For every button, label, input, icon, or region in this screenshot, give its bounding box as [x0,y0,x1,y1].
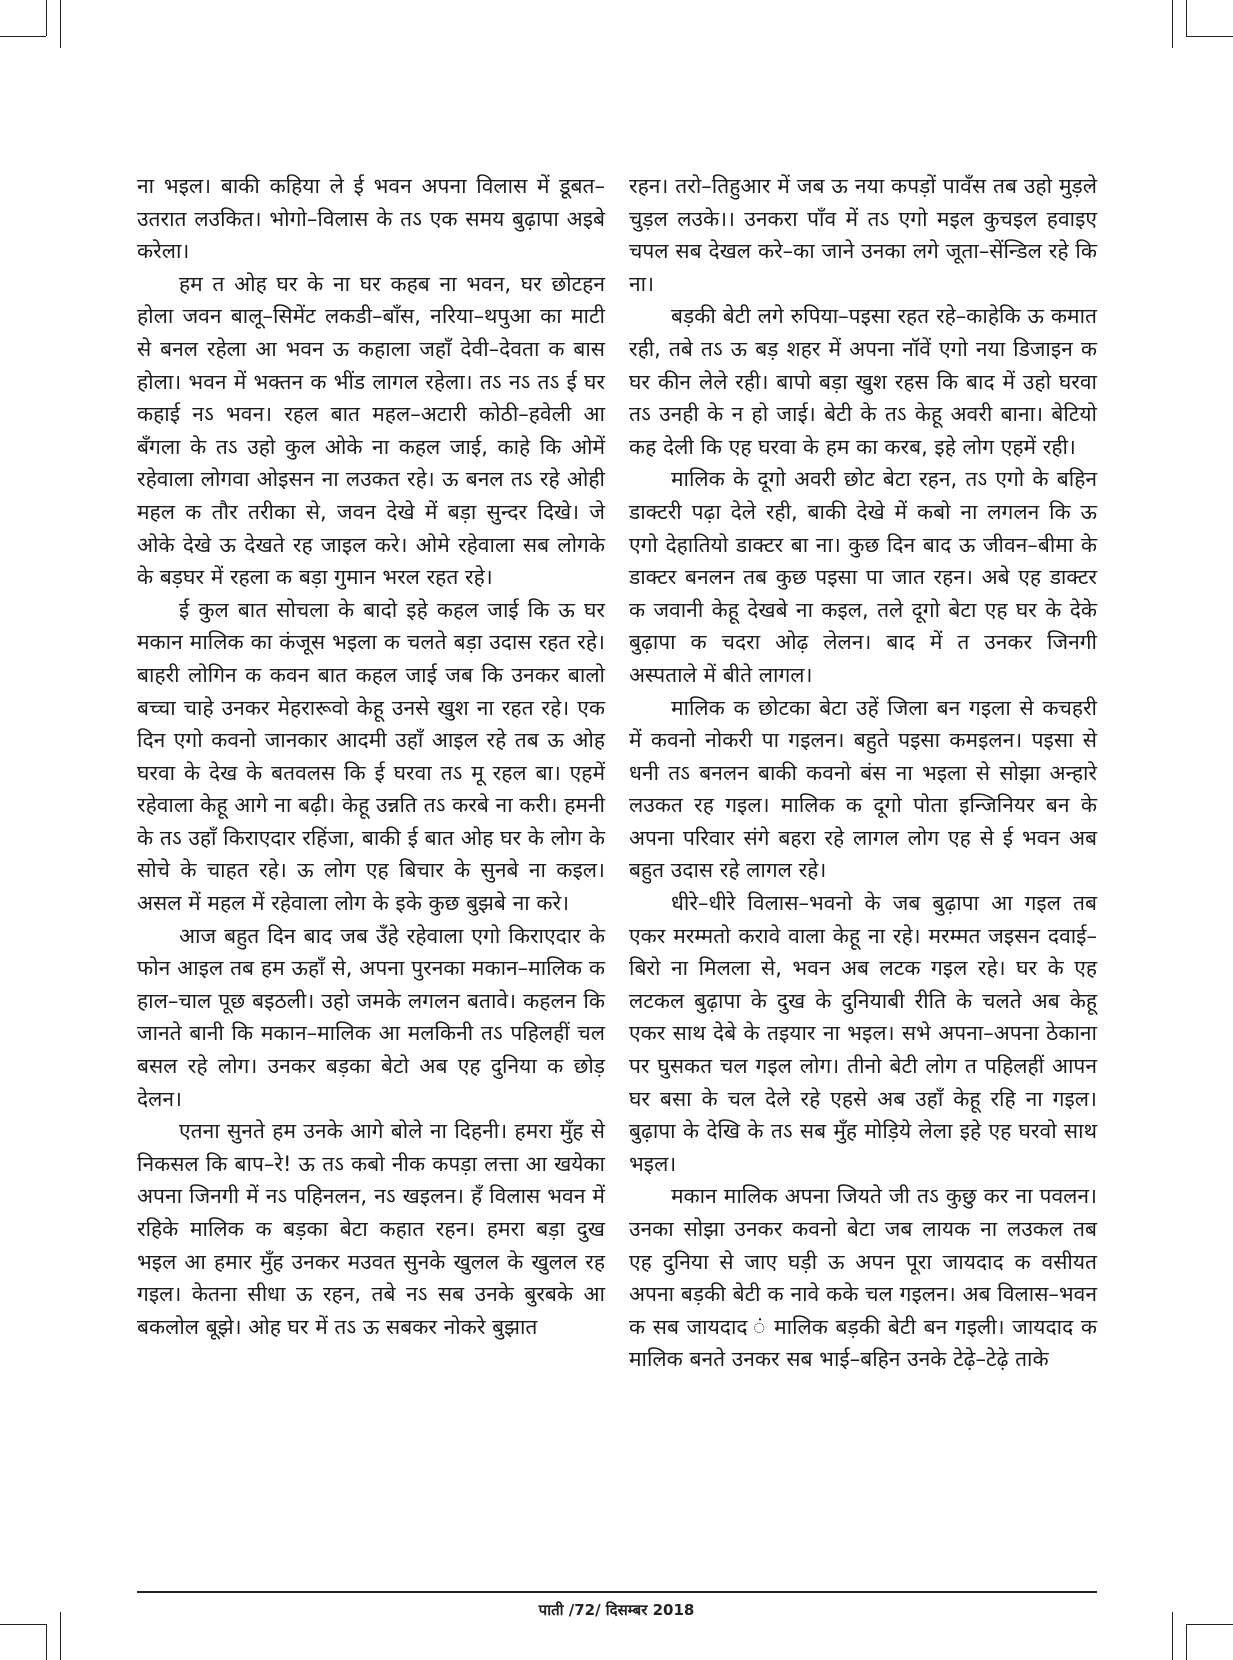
crop-mark [60,0,61,48]
crop-mark [46,1624,47,1660]
crop-mark [1186,36,1233,37]
crop-mark [1186,0,1187,36]
paragraph: ना भइल। बाकी कहिया ले ई भवन अपना विलास में डूबत–उतरात लउकित। भोगो–विलास के तऽ एक समय बुढ़ापा अइबे करेला। [137,174,605,264]
paragraph: मालिक क छोटका बेटा उहें जिला बन गइला से कचहरी में कवनो नोकरी पा गइलन। बहुते पइसा कमइलन। पइसा से धनी तऽ बनलन बाकी कवनो बंस ना भइला से सोझा अन्हारे लउकत रह गइल। मालिक क दूगो पोता इन्जिनियर बन के अपना परिवार संगे बहरा रहे लागल लोग एह से ई भवन अब बहुत उदास रहे लागल रहे। [629,695,1097,883]
left-column [137,170,605,1343]
page-footer: पाती /72/ दिसम्बर 2018 [538,1601,695,1619]
crop-mark [1186,1624,1187,1660]
footer-rule [137,1591,1097,1593]
paragraph: बड़की बेटी लगे रुपिया–पइसा रहत रहे–काहेकि ऊ कमात रही, तबे तऽ ऊ बड़ शहर में अपना नॉवें एगो नया डिजाइन क घर कीन लेले रही। बापो बड़ा खुश रहस कि बाद में उहो घरवा तऽ उनही के न हो जाई। बेटी के तऽ केहू अवरी बाना। बेटियो कह देली कि एह घरवा के हम का करब, इहे लोग एहमें रही। [629,304,1097,459]
paragraph: आज बहुत दिन बाद जब उँहे रहेवाला एगो किराएदार के फोन आइल तब हम ऊहाँ से, अपना पुरनका मकान–मालिक क हाल–चाल पूछ बइठली। उहो जमके लगलन बतावे। कहलन कि जानते बानी कि मकान–मालिक आ मलकिनी तऽ पहिलहीं चल बसल रहे लोग। उनकर बड़का बेटो अब एह दुनिया क छोड़ देलन। [137,923,605,1111]
paragraph: मालिक के दूगो अवरी छोट बेटा रहन, तऽ एगो के बहिन डाक्टरी पढ़ा देले रही, बाकी देखे में कबो ना लगलन कि ऊ एगो देहातियो डाक्टर बा ना। कुछ दिन बाद ऊ जीवन–बीमा के डाक्टर बनलन तब कुछ पइसा पा जात रहन। अबे एह डाक्टर क जवानी केहू देखबे ना कइल, तले दूगो बेटा एह घर के देके बुढ़ापा क चदरा ओढ़ लेलन। बाद में त उनकर जिनगी अस्पताले में बीते लागल। [629,467,1097,687]
paragraph: हम त ओह घर के ना घर कहब ना भवन, घर छोटहन होला जवन बालू–सिमेंट लकडी–बाँस, नरिया–थपुआ का माटी से बनल रहेला आ भवन ऊ कहाला जहाँ देवी–देवता क बास होला। भवन में भक्तन क भींड लागल रहेला। तऽ नऽ तऽ ई घर कहाई नऽ भवन। रहल बात महल–अटारी कोठी–हवेली आ बँगला के तऽ उहो कुल ओके ना कहल जाई, काहे कि ओमें रहेवाला लोगवा ओइसन ना लउकत रहे। ऊ बनल तऽ रहे ओही महल क तौर तरीका से, जवन देखे में बड़ा सुन्दर दिखे। जे ओके देखे ऊ देखते रह जाइल करे। ओमे रहेवाला सब लोगके के बड़घर में रहला क बड़ा गुमान भरल रहत रहे। [137,271,605,590]
paragraph: एतना सुनते हम उनके आगे बोले ना दिहनी। हमरा मुँह से निकसल कि बाप–रे! ऊ तऽ कबो नीक कपड़ा लत्ता आ खयेका अपना जिनगी में नऽ पहिनलन, नऽ खइलन। हँ विलास भवन में रहिके मालिक क बड़का बेटा कहात रहन। हमरा बड़ा दुख भइल आ हमार मुँह उनकर मउवत सुनके खुलल के खुलल रह गइल। केतना सीधा ऊ रहन, तबे नऽ सब उनके बुरबके आ बकलोल बूझे। ओह घर में तऽ ऊ सबकर नोकरे बुझात [137,1119,605,1339]
crop-mark [1172,0,1173,48]
crop-mark [0,1624,46,1625]
right-column [629,170,1097,1376]
paragraph: ई कुल बात सोचला के बादो इहे कहल जाई कि ऊ घर मकान मालिक का कंजूस भइला क चलते बड़ा उदास रहत रहे। बाहरी लोगिन क कवन बात कहल जाई जब कि उनकर बालो बच्चा चाहे उनकर मेहरारूवो केहू उनसे खुश ना रहत रहे। एक दिन एगो कवनो जानकार आदमी उहाँ आइल रहे तब ऊ ओह घरवा के देख के बतवलस कि ई घरवा तऽ मू रहल बा। एहमें रहेवाला केहू आगे ना बढ़ी। केहू उन्नति तऽ करबे ना करी। हमनी के तऽ उहाँ किराएदार रहिंजा, बाकी ई बात ओह घर के लोग के सोचे के चाहत रहे। ऊ लोग एह बिचार के सुनबे ना कइल। असल में महल में रहेवाला लोग के इके कुछ बुझबे ना करे। [137,597,605,916]
paragraph: मकान मालिक अपना जियते जी तऽ कुछु कर ना पवलन। उनका सोझा उनकर कवनो बेटा जब लायक ना लउकल तब एह दुनिया से जाए घड़ी ऊ अपन पूरा जायदाद क वसीयत अपना बड़की बेटी क नावे कके चल गइलन। अब विलास–भवन क सब जायदाद ं मालिक बड़की बेटी बन गइली। जायदाद क मालिक बनते उनकर सब भाई–बहिन उनके टेढ़े–टेढ़े ताके [629,1184,1097,1372]
crop-mark [0,36,46,37]
crop-mark [46,0,47,36]
crop-mark [1186,1624,1233,1625]
paragraph: धीरे–धीरे विलास–भवनो के जब बुढ़ापा आ गइल तब एकर मरम्मतो करावे वाला केहू ना रहे। मरम्मत जइसन दवाई–बिरो ना मिलला से, भवन अब लटक गइल रहे। घर के एह लटकल बुढ़ापा के दुख के दुनियाबी रीति के चलते अब केहू एकर साथ देबे के तइयार ना भइल। सभे अपना–अपना ठेकाना पर घुसकत चल गइल लोग। तीनो बेटी लोग त पहिलहीं आपन घर बसा के चल देले रहे एहसे अब उहाँ केहू रहि ना गइल। बुढ़ापा के देखि के तऽ सब मुँह मोड़िये लेला इहे एह घरवो साथ भइल। [629,891,1097,1176]
paragraph: रहन। तरो–तिहुआर में जब ऊ नया कपड़ों पावँस तब उहो मुड़ले चुड़ल लउके।। उनकरा पाँव में तऽ एगो मइल कुचइल हवाइए चपल सब देखल करे–का जाने उनका लगे जूता–सेंन्डिल रहे कि ना। [629,174,1097,296]
